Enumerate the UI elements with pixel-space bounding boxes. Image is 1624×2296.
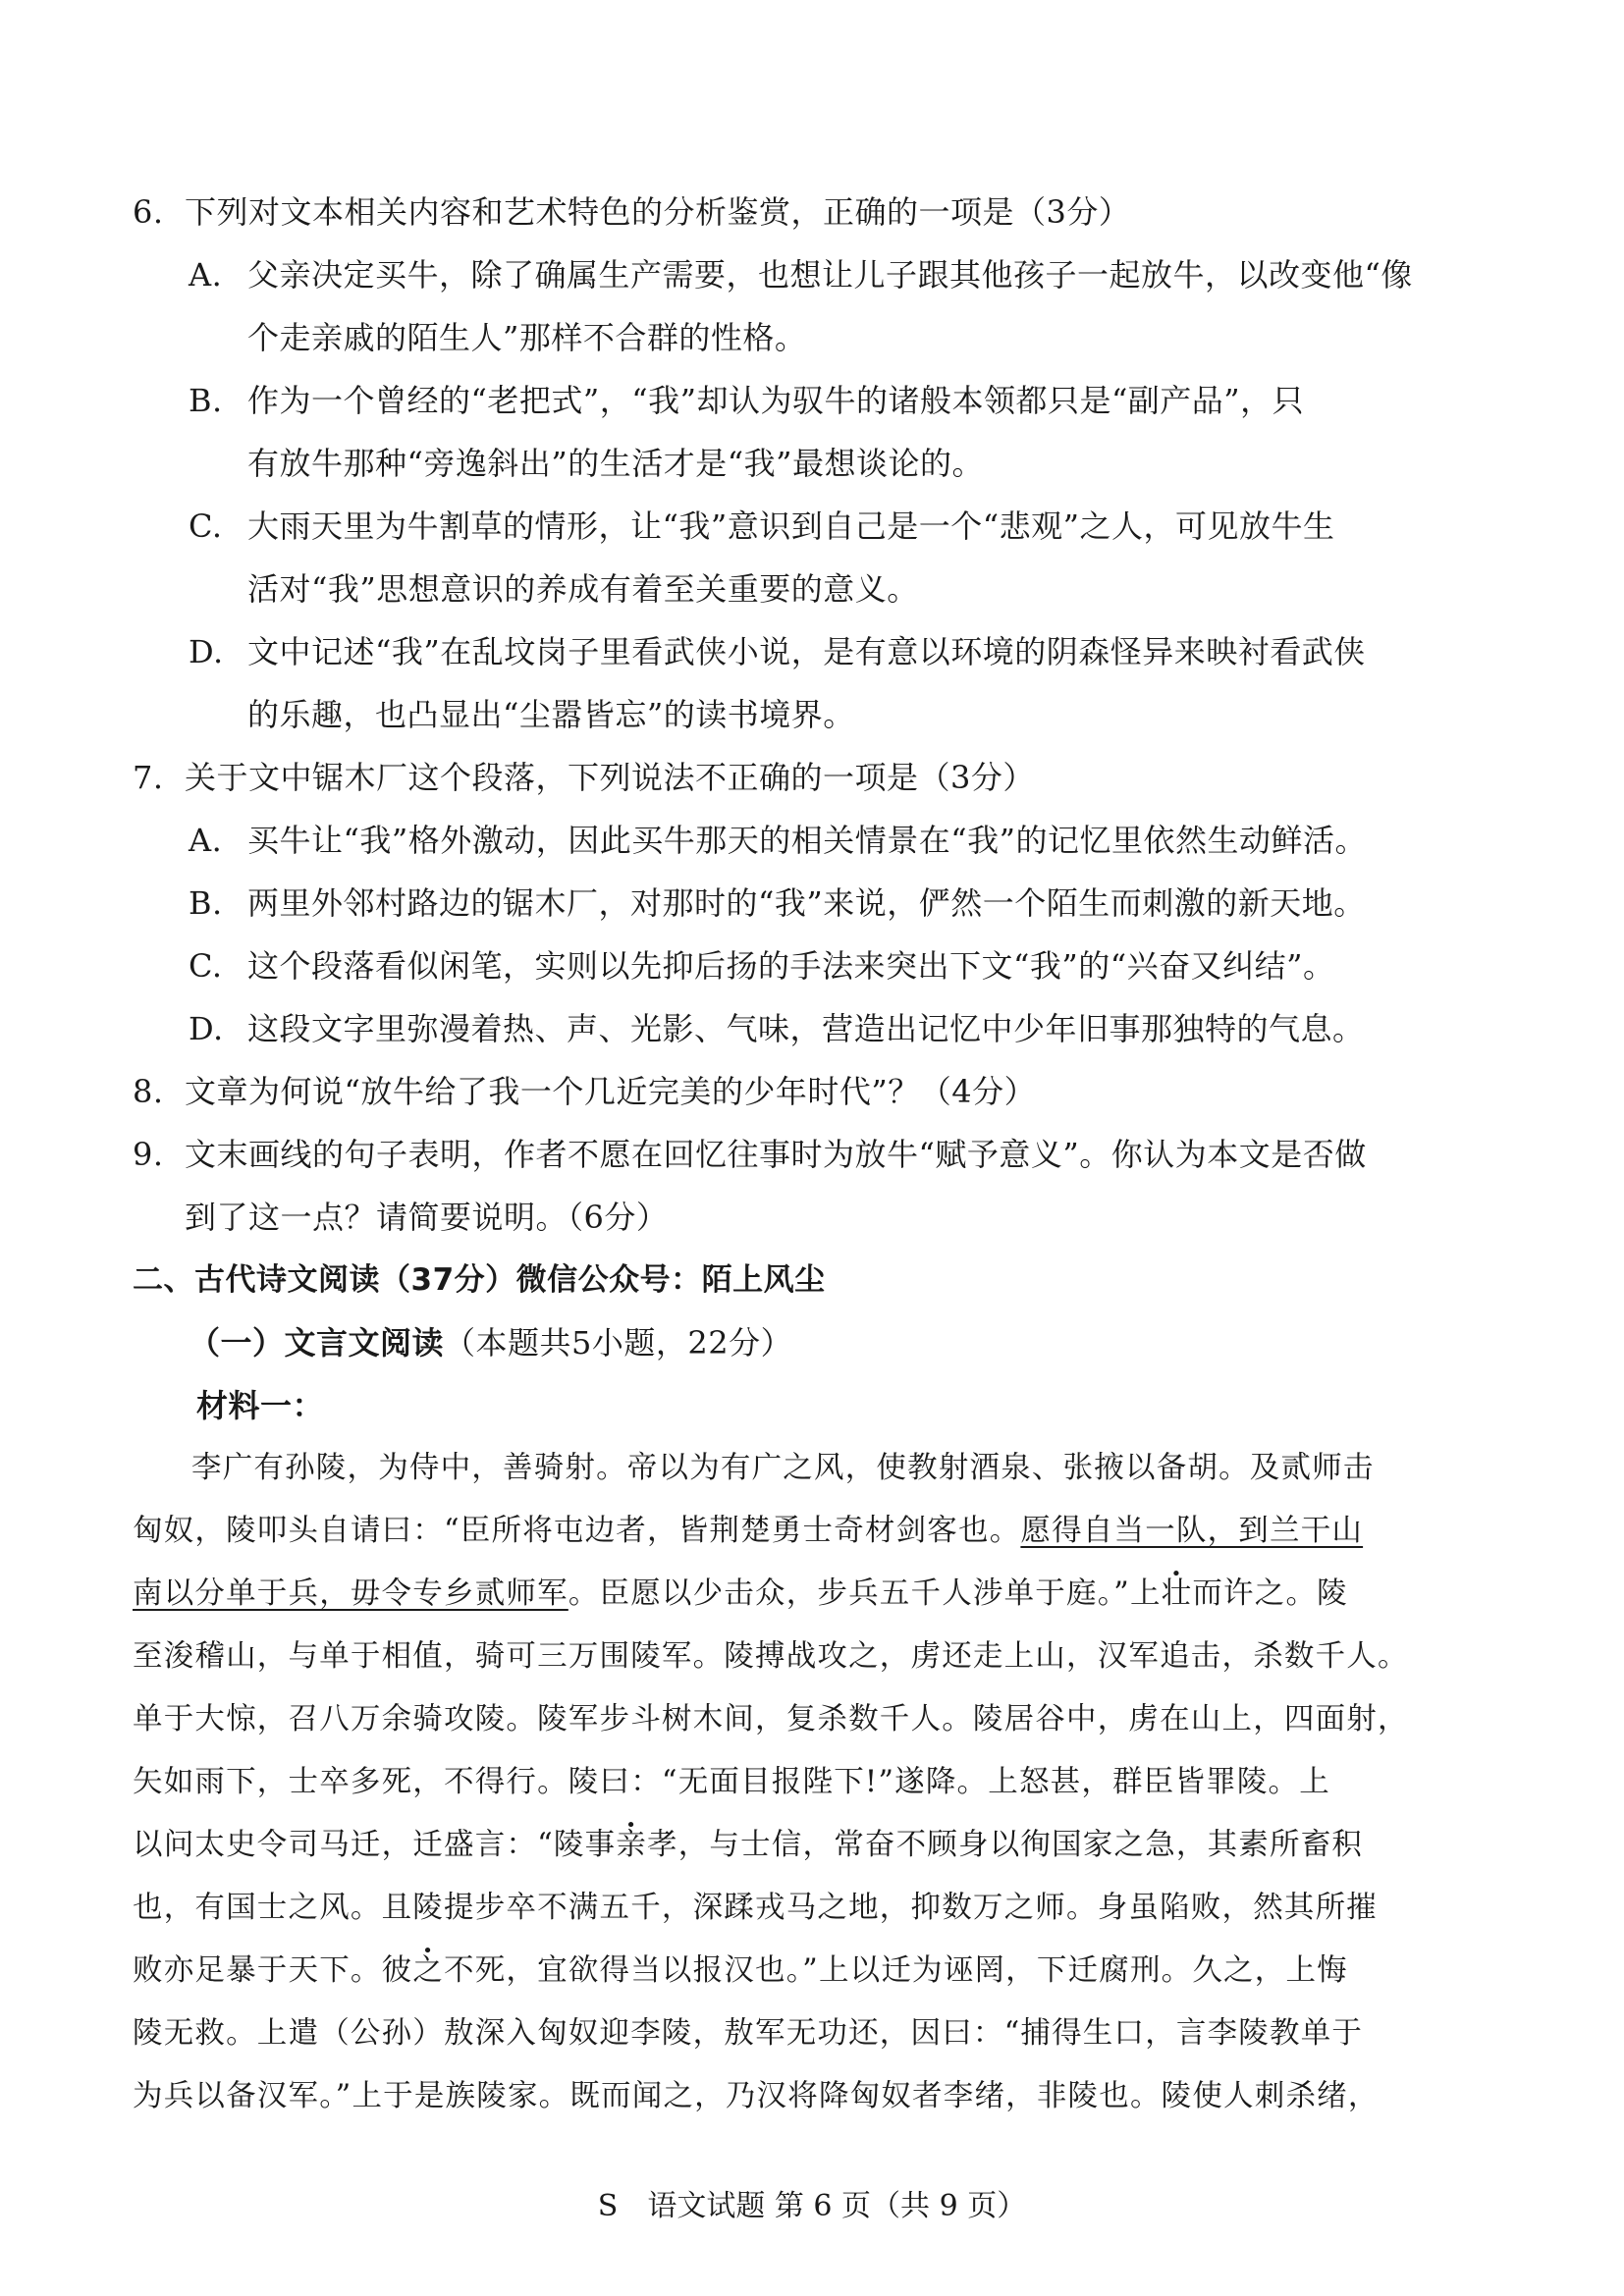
passage-line-7-c: 孝，与士信，常奋不顾身以徇国家之急，其素所畜积	[647, 1828, 1364, 1862]
q7-option-b-letter: B.	[189, 884, 223, 922]
q6-option-d-line2: 的乐趣，也凸显出“尘嚣皆忘”的读书境界。	[247, 696, 855, 733]
q7-option-b-text: 两里外邻村路边的锯木厂，对那时的“我”来说，俨然一个陌生而刺激的新天地。	[247, 884, 1366, 922]
question-6-number: 6.	[133, 193, 164, 231]
passage-line-3-b: 。臣愿以少击众，步兵五千人涉单于庭。”上	[568, 1576, 1162, 1611]
q7-option-a-text: 买牛让“我”格外激动，因此买牛那天的相关情景在“我”的记忆里依然生动鲜活。	[247, 822, 1367, 859]
question-7-number: 7.	[133, 759, 164, 796]
passage-line-2-a: 匈奴，陵叩头自请曰：“臣所将屯边者，皆荆楚勇士奇材剑客也。	[133, 1514, 1021, 1548]
passage-line-5: 单于大惊，召八万余骑攻陵。陵军步斗树木间，复杀数千人。陵居谷中，虏在山上，四面射，	[133, 1702, 1409, 1736]
passage-line-10: 陵无救。上遣（公孙）敖深入匈奴迎李陵，敖军无功还，因曰：“捕得生口，言李陵教单于	[133, 2016, 1364, 2051]
q6-option-d-line1: 文中记述“我”在乱坟岗子里看武侠小说，是有意以环境的阴森怪异来映衬看武侠	[247, 633, 1366, 670]
passage-line-4: 至浚稽山，与单于相值，骑可三万围陵军。陵搏战攻之，虏还走上山，汉军追击，杀数千人。	[133, 1639, 1409, 1674]
q7-option-c-letter: C.	[189, 947, 223, 985]
q6-option-a-line2: 个走亲戚的陌生人”那样不合群的性格。	[247, 319, 807, 356]
passage-line-7	[133, 1826, 1497, 1865]
q7-option-c-text: 这个段落看似闲笔，实则以先抑后扬的手法来突出下文“我”的“兴奋又纠结”。	[247, 947, 1335, 985]
passage-line-11: 为兵以备汉军。”上于是族陵家。既而闻之，乃汉将降匈奴者李绪，非陵也。陵使人刺杀绪，	[133, 2079, 1380, 2113]
page-footer: S 语文试题 第 6 页（共 9 页）	[597, 2189, 1027, 2223]
q6-option-c-letter: C.	[189, 507, 223, 545]
passage-line-3-d: 而许之。陵	[1192, 1576, 1348, 1611]
question-9-number: 9.	[133, 1136, 164, 1173]
passage-line-7-a: 以问太史令司马迁，迁盛言：“陵事	[133, 1828, 617, 1862]
subsection-1-heading	[189, 1323, 792, 1362]
passage-line-8: 也，有国士之风。且陵提步卒不满五千，深蹂戎马之地，抑数万之师。身虽陷败，然其所摧	[133, 1891, 1378, 1925]
q6-option-b-letter: B.	[189, 382, 223, 419]
underlined-sentence-part-2: 南以分单于兵，毋令专乡贰师军	[133, 1576, 568, 1611]
passage-line-9	[133, 1951, 1497, 1991]
q6-option-c-line1: 大雨天里为牛割草的情形，让“我”意识到自己是一个“悲观”之人，可见放牛生	[247, 507, 1335, 545]
question-8-number: 8.	[133, 1073, 164, 1110]
question-9-line2: 到了这一点？请简要说明。（6分）	[185, 1199, 669, 1236]
material-1-label: 材料一：	[196, 1387, 325, 1424]
passage-line-1: 李广有孙陵，为侍中，善骑射。帝以为有广之风，使教射酒泉、张掖以备胡。及贰师击	[191, 1451, 1375, 1485]
dotted-char-zhuang: 壮	[1161, 1576, 1193, 1611]
q6-option-b-line1: 作为一个曾经的“老把式”，“我”却认为驭牛的诸般本领都只是“副产品”，只	[247, 382, 1305, 419]
subsection-1-note: （本题共5小题，22分）	[444, 1324, 793, 1362]
q6-option-c-line2: 活对“我”思想意识的养成有着至关重要的意义。	[247, 570, 919, 608]
q6-option-a-letter: A.	[189, 256, 223, 294]
q6-option-d-letter: D.	[189, 633, 224, 670]
q7-option-a-letter: A.	[189, 822, 223, 859]
question-8-stem: 文章为何说“放牛给了我一个几近完美的少年时代”？（4分）	[185, 1073, 1037, 1110]
section-2-heading: 二、古代诗文阅读（37分）微信公众号：陌上风尘	[133, 1262, 826, 1298]
passage-line-3	[133, 1575, 1497, 1614]
passage-line-2	[133, 1512, 1497, 1551]
q6-option-a-line1: 父亲决定买牛，除了确属生产需要，也想让儿子跟其他孩子一起放牛，以改变他“像	[247, 256, 1413, 294]
question-6-stem: 下列对文本相关内容和艺术特色的分析鉴赏，正确的一项是（3分）	[185, 193, 1131, 231]
question-7-stem: 关于文中锯木厂这个段落，下列说法不正确的一项是（3分）	[185, 759, 1035, 796]
q7-option-d-text: 这段文字里弥漫着热、声、光影、气味，营造出记忆中少年旧事那独特的气息。	[247, 1010, 1365, 1047]
subsection-1-title: （一）文言文阅读	[189, 1324, 445, 1362]
dotted-char-qin: 亲	[616, 1828, 647, 1862]
question-9-line1: 文末画线的句子表明，作者不愿在回忆往事时为放牛“赋予意义”。你认为本文是否做	[185, 1136, 1367, 1173]
passage-line-9-a: 败亦足暴于天下。彼	[133, 1953, 413, 1988]
underlined-sentence-part-1: 愿得自当一队，到兰干山	[1020, 1514, 1364, 1548]
q7-option-d-letter: D.	[189, 1010, 224, 1047]
dotted-char-zhi: 之	[412, 1953, 445, 1988]
passage-line-6: 矢如雨下，士卒多死，不得行。陵曰：“无面目报陛下!”遂降。上怒甚，群臣皆罪陵。上	[133, 1765, 1330, 1799]
q6-option-b-line2: 有放牛那种“旁逸斜出”的生活才是“我”最想谈论的。	[247, 445, 984, 482]
passage-line-9-c: 不死，宜欲得当以报汉也。”上以迁为诬罔，下迁腐刑。久之，上悔	[444, 1953, 1348, 1988]
